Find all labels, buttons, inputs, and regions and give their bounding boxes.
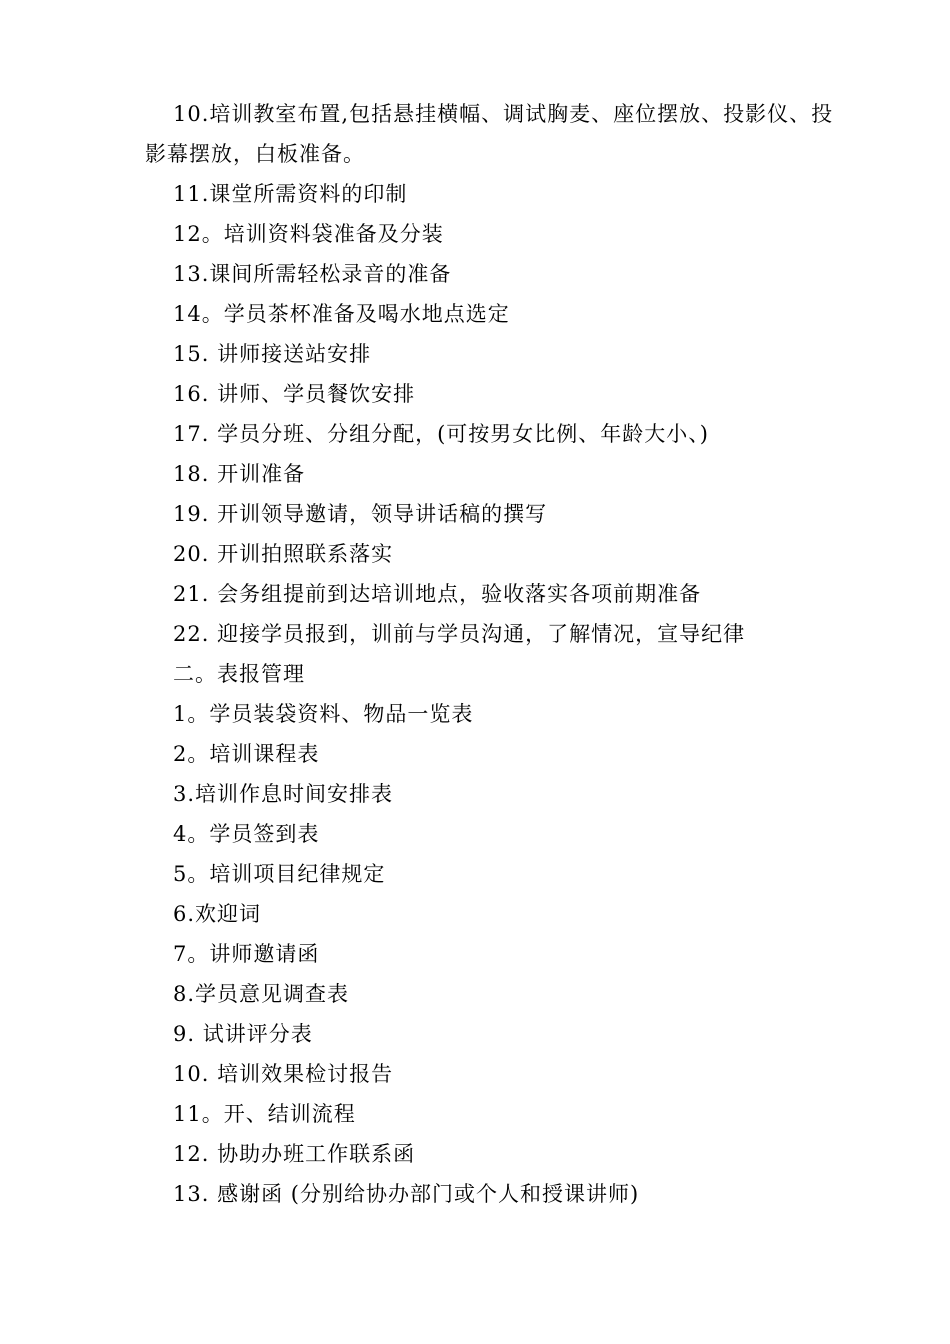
list-item: 14。学员茶杯准备及喝水地点选定 bbox=[173, 302, 510, 326]
list-item: 22. 迎接学员报到，训前与学员沟通，了解情况，宣导纪律 bbox=[173, 622, 746, 646]
list-item: 6.欢迎词 bbox=[173, 902, 262, 926]
list-item: 9. 试讲评分表 bbox=[173, 1022, 313, 1046]
section-heading: 二。表报管理 bbox=[173, 662, 305, 686]
document-body bbox=[145, 94, 845, 1214]
list-item: 8.学员意见调查表 bbox=[173, 982, 350, 1006]
list-item-classroom-setup: 10.培训教室布置,包括悬挂横幅、调试胸麦、座位摆放、投影仪、投影幕摆放，白板准备。 bbox=[145, 102, 834, 166]
list-item: 18. 开训准备 bbox=[173, 462, 306, 486]
list-item: 13. 感谢函 (分别给协办部门或个人和授课讲师) bbox=[173, 1182, 640, 1206]
list-item: 11.课堂所需资料的印制 bbox=[173, 182, 408, 206]
list-item: 3.培训作息时间安排表 bbox=[173, 782, 394, 806]
list-item: 1。学员装袋资料、物品一览表 bbox=[173, 702, 474, 726]
list-item: 16. 讲师、学员餐饮安排 bbox=[173, 382, 416, 406]
list-item: 4。学员签到表 bbox=[173, 822, 320, 846]
list-item: 17. 学员分班、分组分配，(可按男女比例、年龄大小、) bbox=[173, 422, 709, 446]
list-item: 2。培训课程表 bbox=[173, 742, 320, 766]
list-item: 11。开、结训流程 bbox=[173, 1102, 356, 1126]
list-item: 19. 开训领导邀请，领导讲话稿的撰写 bbox=[173, 502, 548, 526]
list-item: 7。讲师邀请函 bbox=[173, 942, 320, 966]
list-item: 5。培训项目纪律规定 bbox=[173, 862, 386, 886]
list-item: 13.课间所需轻松录音的准备 bbox=[173, 262, 452, 286]
list-item: 15. 讲师接送站安排 bbox=[173, 342, 372, 366]
list-item: 12. 协助办班工作联系函 bbox=[173, 1142, 416, 1166]
list-item: 12。培训资料袋准备及分装 bbox=[173, 222, 444, 246]
list-item: 10. 培训效果检讨报告 bbox=[173, 1062, 394, 1086]
list-item: 21. 会务组提前到达培训地点，验收落实各项前期准备 bbox=[173, 582, 702, 606]
list-item: 20. 开训拍照联系落实 bbox=[173, 542, 394, 566]
